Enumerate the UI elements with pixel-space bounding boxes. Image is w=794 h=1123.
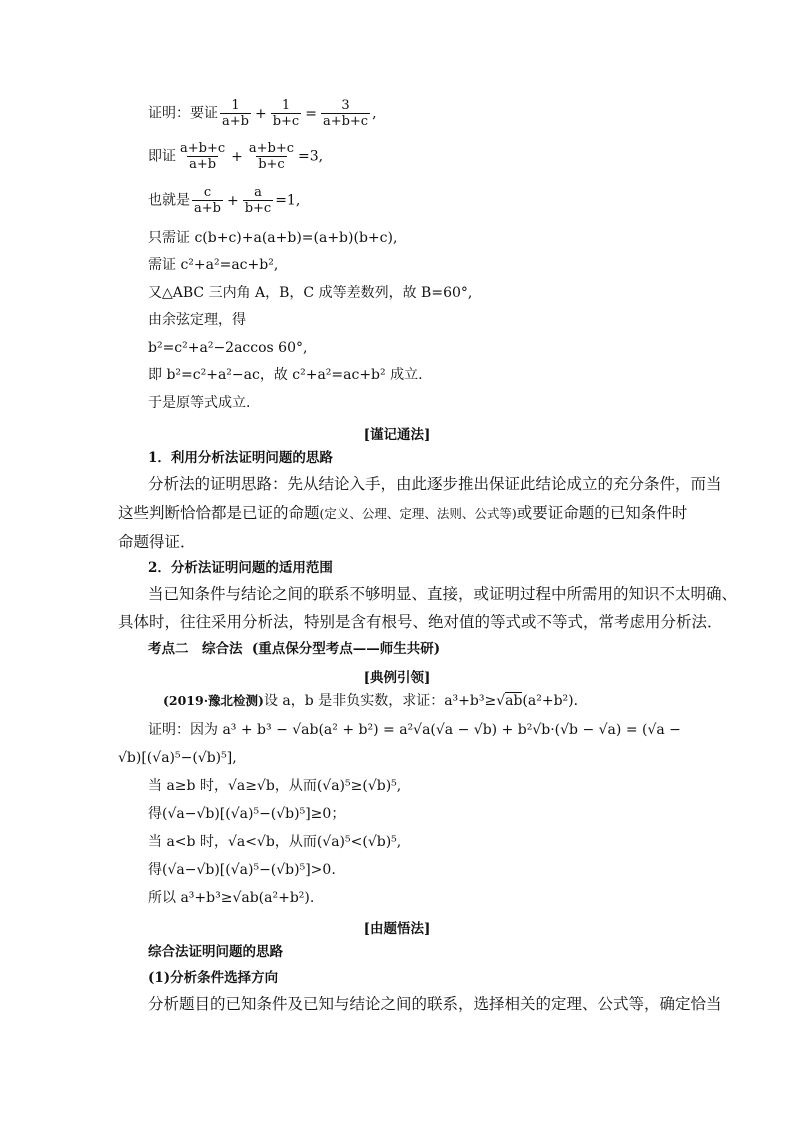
proof-line-5: 需证 c²+a²=ac+b², (148, 257, 279, 273)
problem-statement: (2019·豫北检测)设 a，b 是非负实数，求证：a³+b³≥√ab(a²+b²)． (163, 693, 588, 709)
proof-line-7: 由余弦定理，得 (148, 312, 246, 328)
proof-line-10: 于是原等式成立. (148, 395, 251, 411)
fraction: $\frac{3}{a+b+c}$ (322, 98, 369, 129)
section-heading: [由题悟法] (363, 921, 431, 937)
item-subtitle: (1)分析条件选择方向 (148, 970, 279, 986)
proof-line-6: 又△ABC 三内角 A，B，C 成等差数列，故 B=60°, (148, 285, 473, 301)
proof-line: 得(√a−√b)[(√a)⁵−(√b)⁵]>0. (148, 862, 336, 878)
proof-line-2: 即证 $\frac{a+b+c}{a+b}$ + $\frac{a+b+c}{b+c}$ =3, (148, 141, 324, 172)
proof-line: √b)[(√a)⁵−(√b)⁵], (118, 750, 237, 766)
item-title: 1．利用分析法证明问题的思路 (148, 450, 333, 466)
proof-line-8: b²=c²+a²−2accos 60°, (148, 340, 308, 356)
proof-line: 所以 a³+b³≥√ab(a²+b²). (148, 890, 315, 906)
paragraph: 分析法的证明思路：先从结论入手，由此逐步推出保证此结论成立的充分条件，而当 (148, 475, 722, 493)
paragraph: 这些判断恰恰都是已证的命题(定义、公理、定理、法则、公式等)或要证命题的已知条件时 (118, 504, 688, 522)
paragraph: 分析题目的已知条件及已知与结论之间的联系，选择相关的定理、公式等，确定恰当 (148, 995, 722, 1013)
paragraph: 具体时，往往采用分析法，特别是含有根号、绝对值的等式或不等式，常考虑用分析法． (118, 613, 723, 631)
fraction: $\frac{a+b+c}{a+b}$ (180, 141, 226, 172)
fraction: $\frac{1}{a+b}$ (222, 98, 249, 129)
text: 证明：要证 (148, 105, 218, 122)
paragraph: 命题得证． (118, 533, 196, 551)
item-title: 综合法证明问题的思路 (148, 944, 283, 960)
proof-line: 当 a<b 时，√a<√b，从而(√a)⁵<(√b)⁵, (148, 834, 402, 850)
fraction: $\frac{a+b+c}{b+c}$ (248, 141, 295, 172)
fraction: $\frac{c}{a+b}$ (194, 185, 221, 216)
proof-line-3: 也就是 $\frac{c}{a+b}$ + $\frac{a}{b+c}$ =1, (148, 185, 301, 216)
item-title: 2．分析法证明问题的适用范围 (148, 560, 333, 576)
proof-line: 证明：因为 a³ + b³ − √ab(a² + b²) = a²√a(√a − √b) + b²√b·(√b − √a) = (√a − (148, 722, 681, 738)
proof-line-1: 证明：要证 $\frac{1}{a+b}$ + $\frac{1}{b+c}$ = $\frac{3}{a+b+c}$ , (148, 98, 377, 129)
proof-line-9: 即 b²=c²+a²−ac，故 c²+a²=ac+b² 成立. (148, 367, 423, 383)
paragraph: 当已知条件与结论之间的联系不够明显、直接，或证明过程中所需用的知识不太明确、 (148, 585, 738, 603)
fraction: $\frac{a}{b+c}$ (244, 185, 272, 216)
proof-line: 当 a≥b 时，√a≥√b，从而(√a)⁵≥(√b)⁵, (148, 778, 402, 794)
fraction: $\frac{1}{b+c}$ (272, 98, 300, 129)
section-heading: [典例引领] (363, 670, 431, 686)
section-heading: [谨记通法] (363, 427, 431, 443)
proof-line: 得(√a−√b)[(√a)⁵−(√b)⁵]≥0； (148, 806, 346, 822)
section-title: 考点二 综合法 (重点保分型考点——师生共研) (148, 641, 441, 657)
proof-line-4: 只需证 c(b+c)+a(a+b)=(a+b)(b+c), (148, 230, 398, 246)
